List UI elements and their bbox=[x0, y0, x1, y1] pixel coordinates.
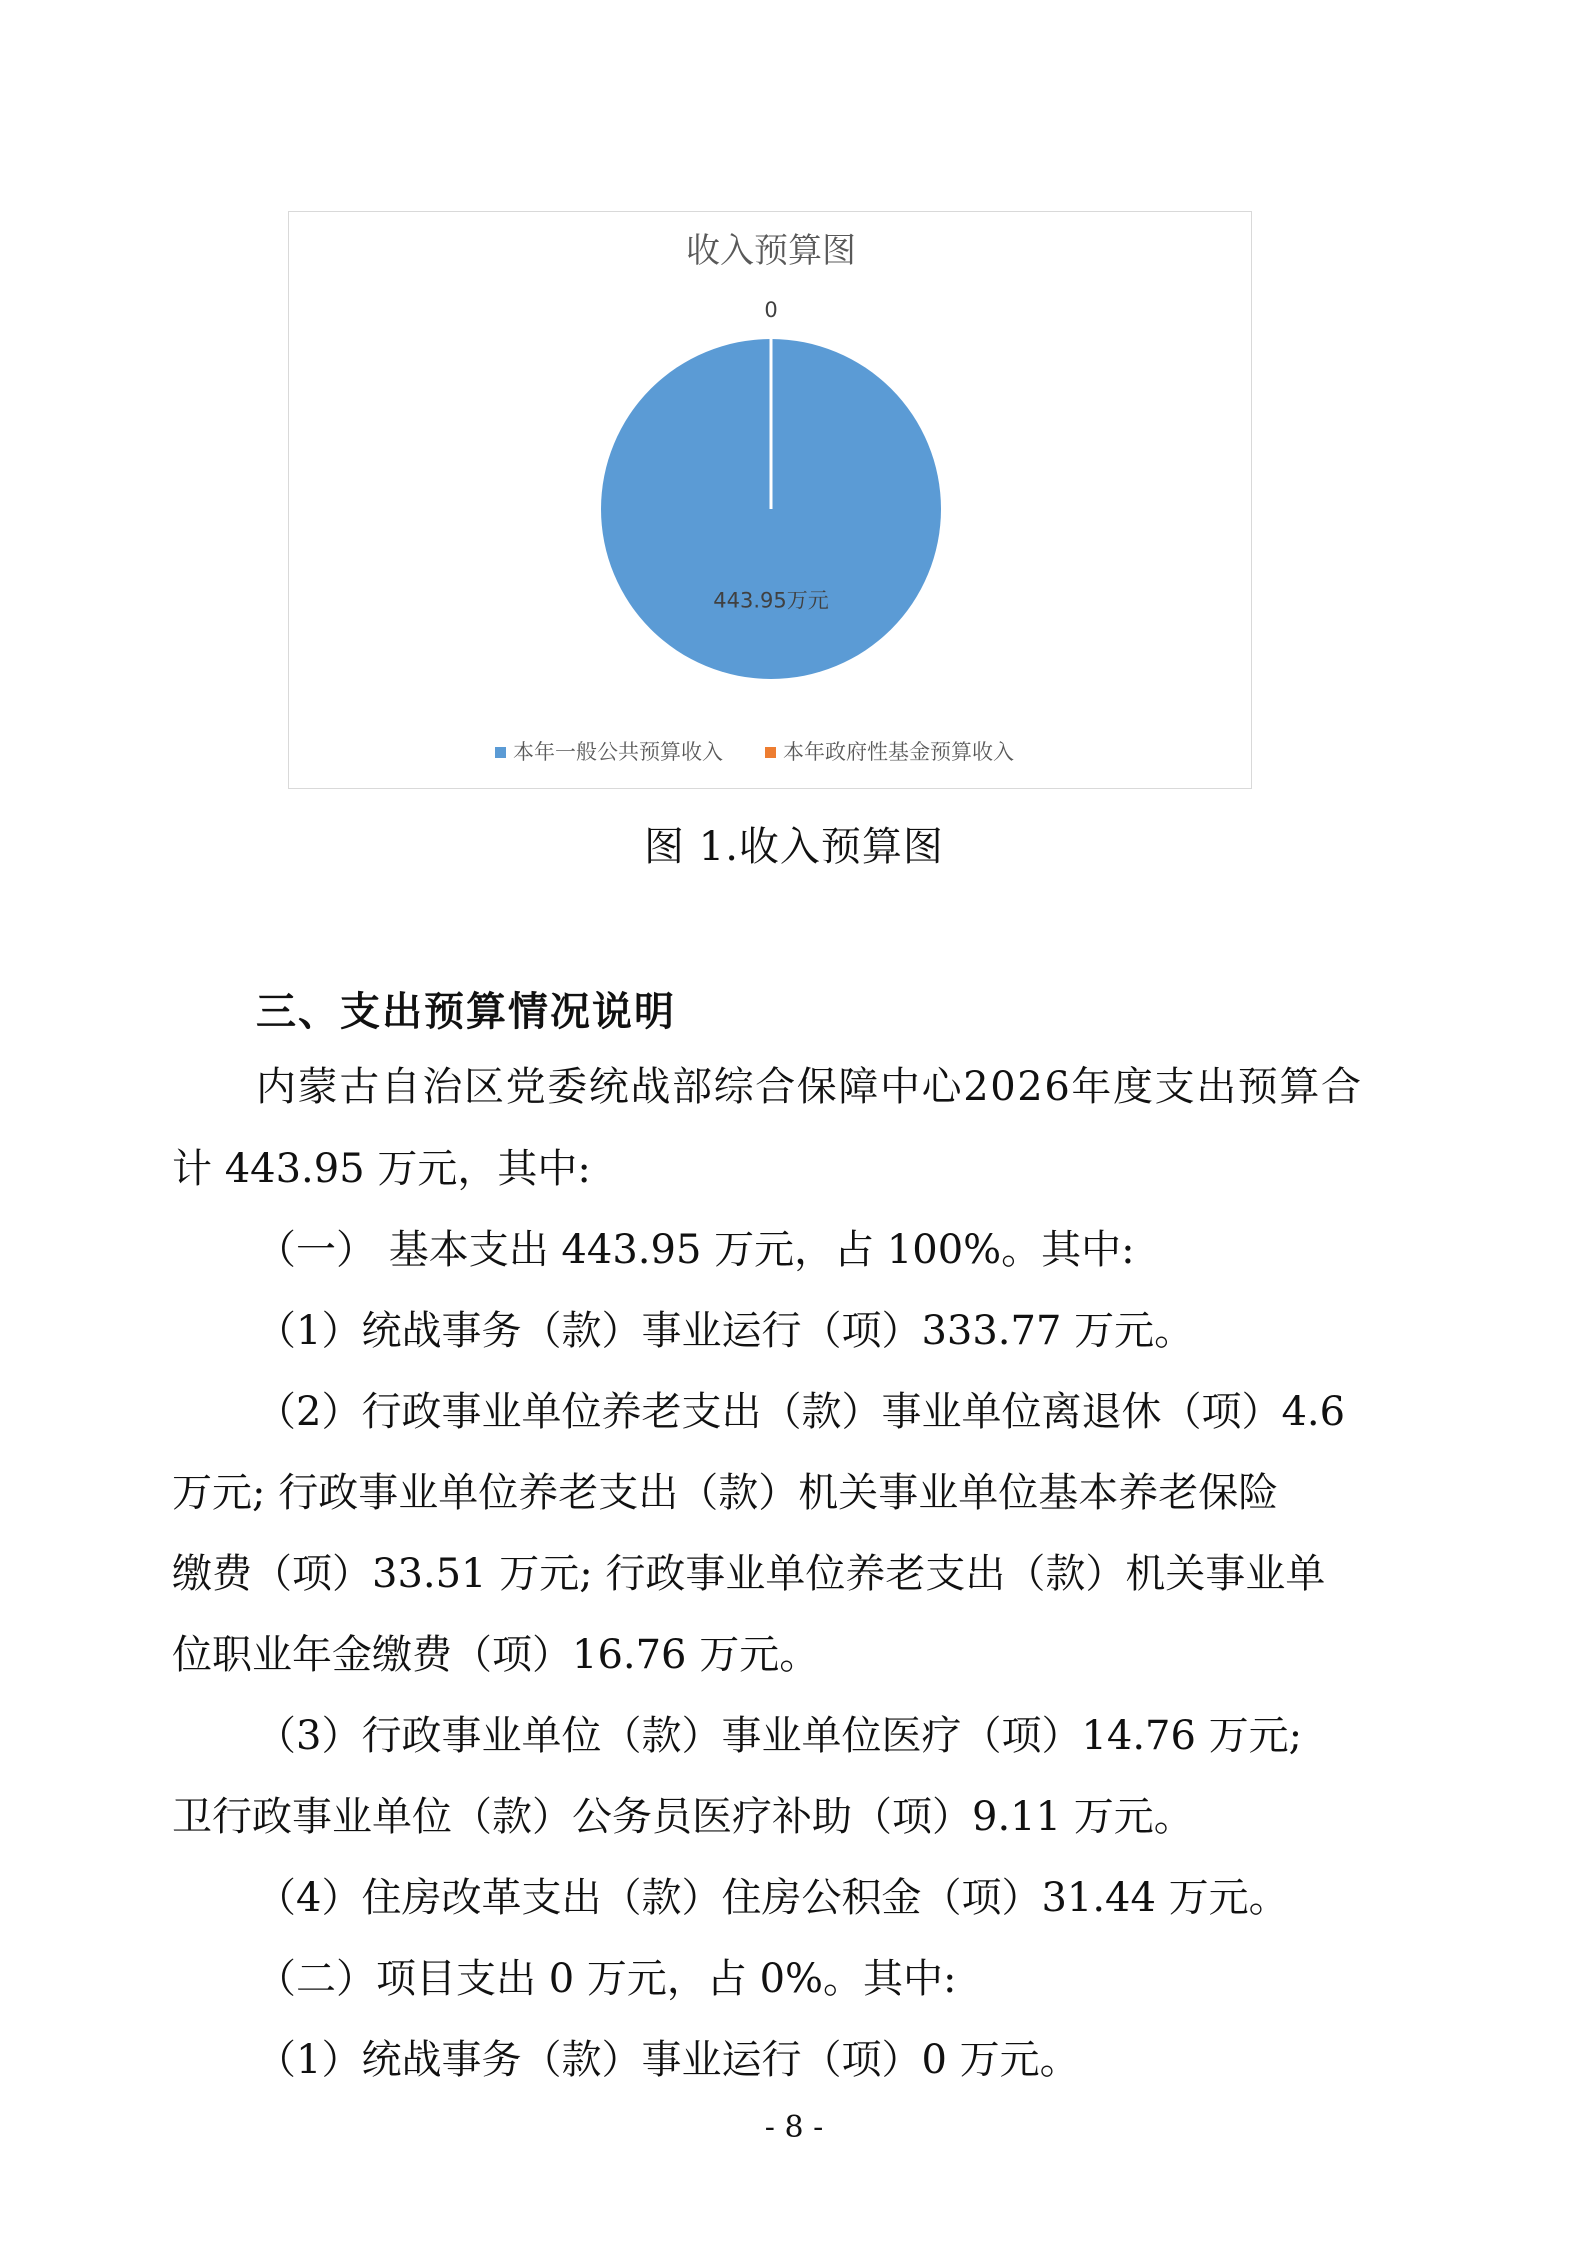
legend-swatch-general-budget bbox=[495, 747, 506, 758]
figure-caption: 图 1.收入预算图 bbox=[644, 824, 944, 870]
paragraph-line: （1）统战事务（款）事业运行（项）333.77 万元。 bbox=[256, 1308, 1195, 1354]
data-label-general-budget: 443.95万元 bbox=[713, 588, 829, 613]
paragraph-line: （一） 基本支出 443.95 万元，占 100%。其中: bbox=[256, 1227, 1135, 1273]
legend-label-fund-budget: 本年政府性基金预算收入 bbox=[783, 740, 1014, 764]
legend-swatch-fund-budget bbox=[765, 747, 776, 758]
paragraph-line: 计 443.95 万元，其中: bbox=[172, 1146, 591, 1192]
paragraph-line: （1）统战事务（款）事业运行（项）0 万元。 bbox=[256, 2037, 1080, 2083]
paragraph-line: 缴费（项）33.51 万元; 行政事业单位养老支出（款）机关事业单 bbox=[172, 1551, 1326, 1597]
paragraph-line: （3）行政事业单位（款）事业单位医疗（项）14.76 万元; bbox=[256, 1713, 1303, 1759]
page-number: - 8 - bbox=[764, 2110, 824, 2145]
paragraph-line: （二）项目支出 0 万元，占 0%。其中: bbox=[256, 1956, 957, 2002]
paragraph-line: 万元; 行政事业单位养老支出（款）机关事业单位基本养老保险 bbox=[172, 1470, 1279, 1516]
chart-title: 收入预算图 bbox=[686, 231, 856, 271]
chart-legend bbox=[495, 740, 1014, 764]
paragraph-line: （4）住房改革支出（款）住房公积金（项）31.44 万元。 bbox=[256, 1875, 1289, 1921]
section-title: 三、支出预算情况说明 bbox=[256, 989, 676, 1035]
data-label-fund-budget: 0 bbox=[764, 298, 778, 322]
legend-label-general-budget: 本年一般公共预算收入 bbox=[513, 740, 723, 764]
paragraph-line: （2）行政事业单位养老支出（款）事业单位离退休（项）4.6 bbox=[256, 1389, 1346, 1435]
pie-chart-canvas bbox=[289, 212, 1253, 790]
paragraph-line: 卫行政事业单位（款）公务员医疗补助（项）9.11 万元。 bbox=[172, 1794, 1194, 1840]
paragraph-line: 内蒙古自治区党委统战部综合保障中心2026年度支出预算合 bbox=[256, 1064, 1363, 1110]
paragraph-line: 位职业年金缴费（项）16.76 万元。 bbox=[172, 1632, 820, 1678]
income-budget-pie-chart bbox=[288, 211, 1252, 789]
